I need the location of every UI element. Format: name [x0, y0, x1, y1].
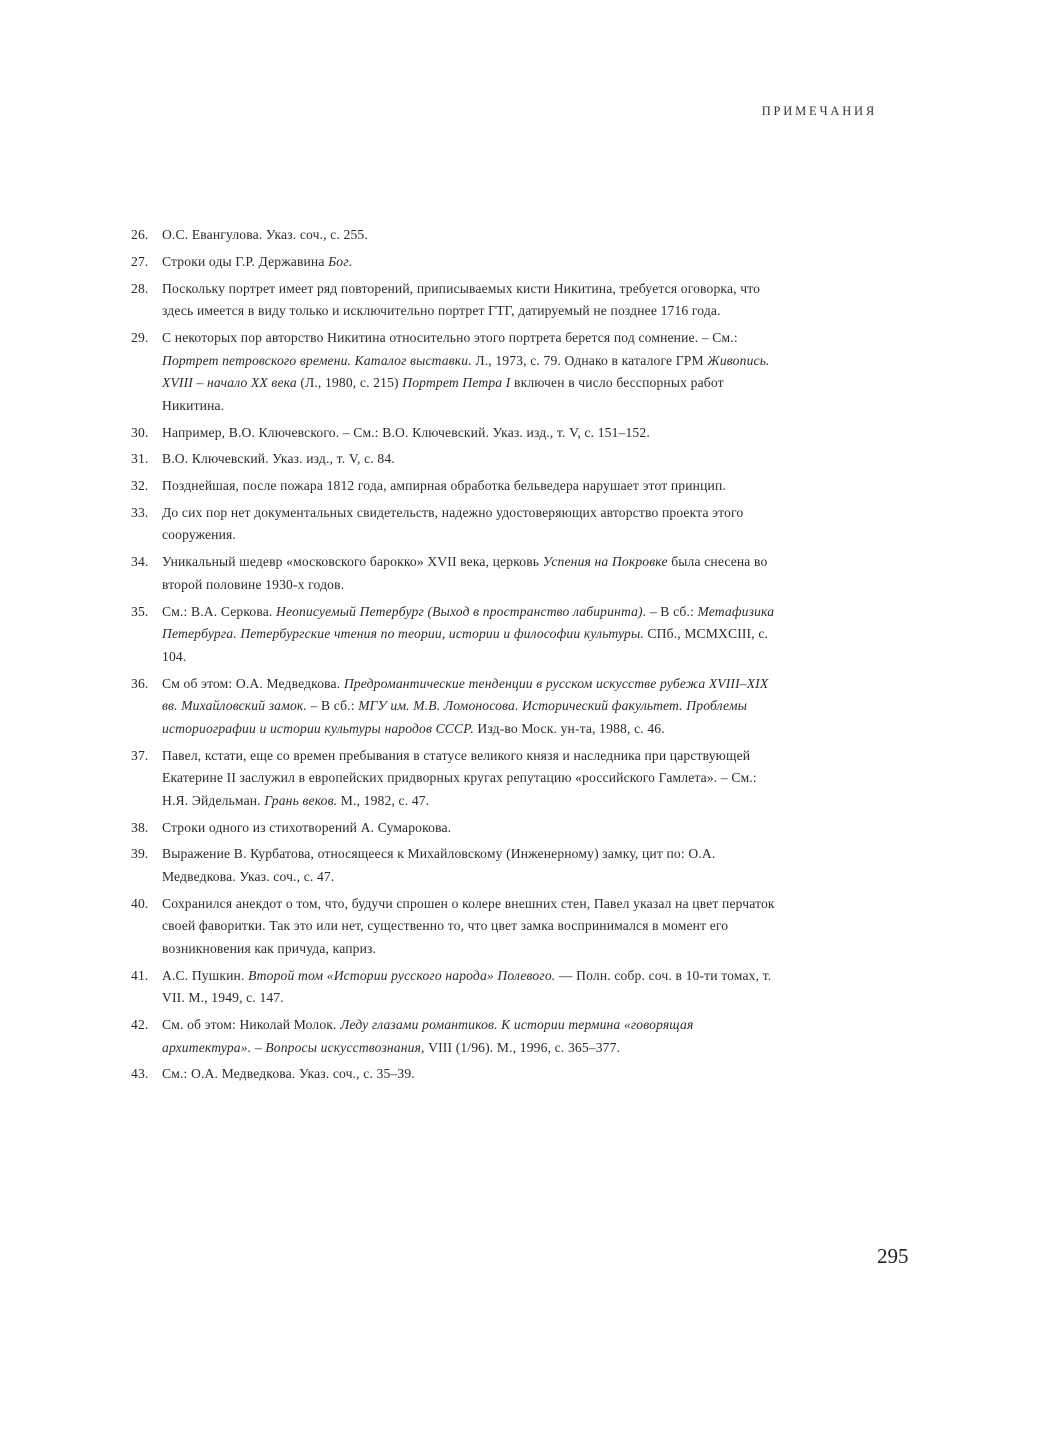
note-text-italic: МГУ им. М.В. Ломоносова. Исторический факультет. Проблемы историографии и истории культуры народов СССР.	[162, 698, 748, 736]
note-text	[162, 748, 757, 808]
note-text-italic: Портрет Петра I	[402, 375, 511, 391]
note-number: 31.	[131, 451, 149, 467]
note-text-segment: Строки одного из стихотворений А. Сумарокова.	[162, 819, 452, 835]
notes-list	[131, 224, 776, 1090]
note-text	[162, 896, 775, 956]
note-item	[131, 251, 776, 274]
note-number: 34.	[131, 554, 149, 570]
note-number: 40.	[131, 895, 149, 911]
note-number: 38.	[131, 819, 149, 835]
note-number: 41.	[131, 967, 149, 983]
note-text	[162, 554, 767, 592]
note-item	[131, 601, 776, 669]
note-item	[131, 422, 776, 445]
note-item	[131, 551, 776, 596]
note-text-italic: Успения на Покровке	[542, 554, 668, 570]
note-text-segment: Позднейшая, после пожара 1812 года, ампирная обработка бельведера нарушает этот принцип.	[162, 478, 726, 494]
note-text-segment: А.С. Пушкин.	[162, 967, 249, 983]
note-text	[162, 968, 771, 1006]
note-number: 33.	[131, 504, 149, 520]
running-head: ПРИМЕЧАНИЯ	[761, 104, 877, 118]
note-text-italic: Портрет петровского времени. Каталог выставки.	[162, 352, 472, 368]
note-text-italic: Метафизика Петербурга. Петербургские чтения по теории, истории и философии культуры.	[162, 603, 775, 642]
note-number: 32.	[131, 478, 149, 494]
note-text-italic: Леду глазами романтиков. К истории термина «говорящая архитектура».	[162, 1017, 694, 1055]
note-text-segment: была снесена во второй половине 1930-х годов.	[162, 554, 768, 592]
note-item	[131, 224, 776, 247]
note-text-segment: СПб., MCMXCIII, с. 104.	[162, 626, 769, 664]
note-text	[162, 604, 774, 664]
note-text	[162, 1017, 693, 1055]
note-text-italic: Бог	[328, 253, 349, 269]
note-text	[162, 254, 352, 269]
note-item	[131, 475, 776, 498]
note-number: 29.	[131, 329, 149, 345]
note-text-italic: Живопись. XVIII – начало XX века	[162, 352, 770, 391]
note-text	[162, 281, 760, 319]
note-text-segment: См. об этом: Николай Молок.	[162, 1017, 341, 1032]
note-item	[131, 502, 776, 547]
note-number: 27.	[131, 253, 149, 269]
note-item	[131, 278, 776, 323]
note-item	[131, 1063, 776, 1086]
note-text-segment: – В сб.:	[646, 603, 698, 619]
note-number: 36.	[131, 675, 149, 691]
note-text-segment: Павел, кстати, еще со времен пребывания в статусе великого князя и наследника при царствующей Екатерине II заслужил в европейских придворных кругах репутацию «российского Гамлета». – См.: Н.Я. Эйдельман.	[162, 747, 757, 808]
page-number: 295	[877, 1244, 909, 1268]
note-text-segment: Выражение В. Курбатова, относящееся к Михайловскому (Инженерному) замку, цит по: О.А. Медведкова. Указ. соч., с. 47.	[162, 846, 716, 884]
note-text-italic: Грань веков.	[264, 792, 338, 808]
note-item	[131, 1014, 776, 1059]
note-number: 39.	[131, 846, 149, 862]
note-text	[162, 478, 726, 493]
note-text	[162, 451, 395, 466]
note-text-segment: (Л., 1980, с. 215)	[296, 375, 403, 391]
note-text-segment: – В сб.:	[306, 698, 359, 714]
note-text-segment: Строки оды Г.Р. Державина	[162, 253, 329, 269]
note-number: 42.	[131, 1017, 149, 1032]
note-text-segment: В.О. Ключевский. Указ. изд., т. V, с. 84.	[162, 451, 395, 467]
note-text-segment: .	[348, 253, 353, 269]
note-number: 35.	[131, 603, 149, 619]
note-number: 28.	[131, 280, 149, 296]
note-item	[131, 893, 776, 961]
note-text-segment: Сохранился анекдот о том, что, будучи спрошен о колере внешних стен, Павел указал на цвет перчаток своей фаворитки. Так это или нет, существенно то, что цвет замка воспринимался в момент его возникновения как причуда, каприз.	[162, 895, 775, 956]
note-text	[162, 330, 770, 413]
note-text-segment: включен в число бесспорных работ Никитина.	[162, 375, 724, 413]
note-item	[131, 673, 776, 741]
note-text-segment: — Полн. собр. соч. в 10-ти томах, т. VII. М., 1949, с. 147.	[162, 967, 772, 1006]
note-item	[131, 965, 776, 1010]
note-text-segment: Поскольку портрет имеет ряд повторений, приписываемых кисти Никитина, требуется оговорка, что здесь имеется в виду только и исключительно портрет ГТГ, датируемый не позднее 1716 года.	[162, 280, 761, 319]
note-text-italic: Неописуемый Петербург (Выход в пространство лабиринта).	[276, 603, 647, 619]
note-number: 26.	[131, 227, 149, 242]
note-text	[162, 820, 451, 835]
note-item	[131, 327, 776, 417]
note-text-segment: VIII (1/96). М., 1996, с. 365–377.	[424, 1039, 621, 1055]
note-text-italic: Второй том «Истории русского народа» Полевого.	[248, 967, 556, 983]
note-text-segment: –	[251, 1039, 266, 1055]
note-text-segment: О.С. Евангулова. Указ. соч., с. 255.	[162, 227, 368, 242]
note-text-segment: До сих пор нет документальных свидетельств, надежно удостоверяющих авторство проекта этого сооружения.	[162, 504, 744, 543]
note-text	[162, 676, 768, 736]
note-text-segment: См.: О.А. Медведкова. Указ. соч., с. 35–39.	[162, 1066, 415, 1082]
note-item	[131, 843, 776, 888]
note-text-segment: Уникальный шедевр «московского барокко» XVII века, церковь	[162, 554, 543, 570]
note-number: 37.	[131, 747, 149, 763]
note-text-italic: Предромантические тенденции в русском искусстве рубежа XVIII–XIX вв. Михайловский замок.	[162, 675, 769, 714]
note-text-segment: См об этом: О.А. Медведкова.	[162, 675, 344, 691]
note-text	[162, 425, 650, 440]
note-item	[131, 817, 776, 840]
note-text-segment: С некоторых пор авторство Никитина относительно этого портрета берется под сомнение. – См.:	[162, 329, 738, 345]
note-text	[162, 227, 368, 242]
note-text-segment: Л., 1973, с. 79. Однако в каталоге ГРМ	[471, 352, 708, 368]
note-text	[162, 505, 743, 543]
note-text	[162, 1066, 415, 1081]
note-number: 43.	[131, 1066, 149, 1082]
note-item	[131, 745, 776, 813]
note-item	[131, 448, 776, 471]
note-text-segment: Изд-во Моск. ун-та, 1988, с. 46.	[473, 720, 665, 736]
note-text-segment: См.: В.А. Серкова.	[162, 603, 277, 619]
note-text-italic: Вопросы искусствознания,	[265, 1039, 425, 1055]
note-text-segment: Например, В.О. Ключевского. – См.: В.О. Ключевский. Указ. изд., т. V, с. 151–152.	[162, 424, 650, 440]
note-text-segment: М., 1982, с. 47.	[337, 792, 430, 808]
note-number: 30.	[131, 424, 149, 440]
note-text	[162, 846, 715, 884]
